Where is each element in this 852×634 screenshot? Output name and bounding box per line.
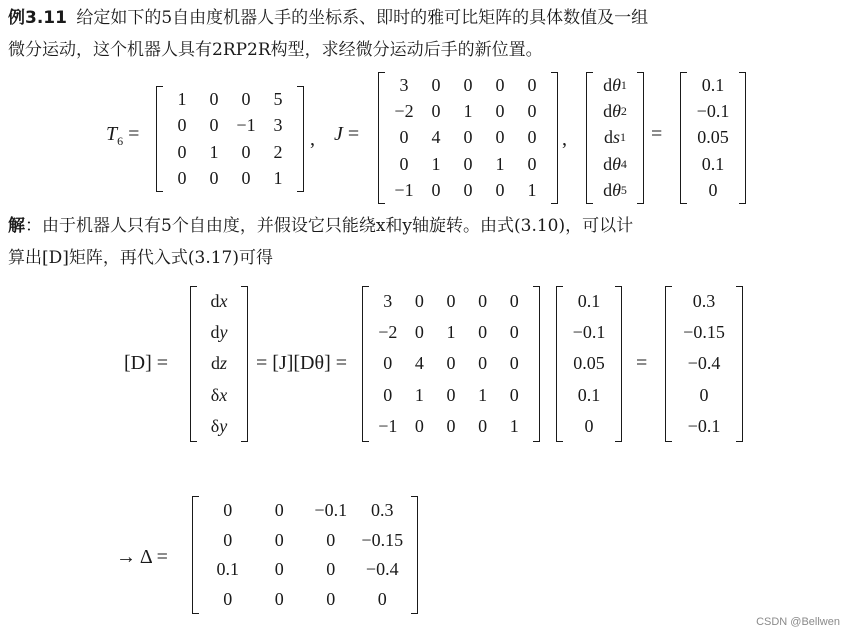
- matrix-cell: 4: [431, 127, 441, 148]
- matrix-cell: d s 1: [603, 127, 626, 148]
- matrix-cell: 0: [495, 74, 505, 95]
- matrix-cell: −0.1: [696, 101, 730, 122]
- matrix-cell: 0: [708, 180, 718, 201]
- matrix-cell: 3: [383, 291, 393, 312]
- matrix-cell: 0: [274, 588, 284, 609]
- problem-text: [8, 2, 648, 66]
- matrix-cell: 1: [509, 415, 519, 436]
- matrix-cell: 0: [463, 153, 473, 174]
- right-bracket: [411, 496, 418, 614]
- matrix-cell: 1: [527, 180, 537, 201]
- matrix-cell: d θ 5: [603, 180, 627, 201]
- matrix-cell: 0.1: [577, 291, 601, 312]
- dtheta-values-vector: [680, 72, 746, 204]
- delta-lhs: → Δ =: [116, 546, 168, 568]
- matrix-cell: 0: [274, 559, 284, 580]
- matrix-cell: 1: [478, 384, 488, 405]
- matrix-cell: 0: [274, 529, 284, 550]
- matrix-cell: 0: [399, 127, 409, 148]
- matrix-cell: 0: [699, 384, 709, 405]
- jacobian-matrix-2: [362, 286, 540, 442]
- matrix-cell: 5: [273, 88, 283, 109]
- t6-label: $T_6$ =: [106, 123, 140, 148]
- matrix-cell: 0: [177, 168, 187, 189]
- matrix-cell: 0: [274, 500, 284, 521]
- matrix-cell: 0: [527, 127, 537, 148]
- matrix-cell: 2: [273, 141, 283, 162]
- matrix-cell: d z: [210, 353, 227, 374]
- matrix-cell: 0: [446, 291, 456, 312]
- matrix-cell: 0.05: [573, 353, 605, 374]
- matrix-cell: 0: [509, 322, 519, 343]
- matrix-cell: −0.1: [572, 322, 606, 343]
- matrix-cell: 0: [209, 115, 219, 136]
- matrix-cell: −1: [394, 180, 414, 201]
- matrix-grid: [673, 286, 735, 442]
- left-bracket: [190, 286, 197, 442]
- matrix-grid: [564, 286, 614, 442]
- matrix-cell: 0: [527, 153, 537, 174]
- matrix-cell: 0: [241, 168, 251, 189]
- matrix-cell: d θ 2: [603, 101, 627, 122]
- matrix-grid: [688, 72, 738, 204]
- matrix-cell: 0: [326, 559, 336, 580]
- matrix-cell: 0: [584, 415, 594, 436]
- right-bracket: [533, 286, 540, 442]
- left-bracket: [680, 72, 687, 204]
- t6-subscript: 6: [117, 134, 124, 148]
- matrix-cell: 0.3: [692, 291, 716, 312]
- matrix-cell: 0: [177, 141, 187, 162]
- matrix-cell: 0: [446, 415, 456, 436]
- matrix-cell: d x: [210, 291, 228, 312]
- right-bracket: [551, 72, 558, 204]
- matrix-cell: 0.1: [216, 559, 239, 580]
- matrix-cell: −0.15: [361, 529, 404, 550]
- right-bracket: [297, 86, 304, 192]
- t6-symbol: T: [106, 123, 118, 145]
- dtheta-vector: [586, 72, 644, 204]
- matrix-cell: 0: [223, 529, 233, 550]
- solution-line-1: ：由于机器人只有5个自由度，并假设它只能绕x和y轴旋转。由式(3.10)，可以计: [25, 216, 634, 236]
- matrix-cell: 1: [273, 168, 283, 189]
- matrix-cell: 0: [431, 180, 441, 201]
- matrix-cell: 0: [446, 384, 456, 405]
- matrix-cell: d θ 4: [603, 153, 627, 174]
- matrix-cell: 0.1: [701, 74, 725, 95]
- matrix-cell: 0: [223, 588, 233, 609]
- matrix-cell: 1: [431, 153, 441, 174]
- matrix-cell: 0: [241, 88, 251, 109]
- right-bracket: [241, 286, 248, 442]
- left-bracket: [586, 72, 593, 204]
- matrix-grid: [202, 496, 408, 614]
- right-bracket: [739, 72, 746, 204]
- matrix-cell: 0: [431, 101, 441, 122]
- matrix-cell: −2: [378, 322, 398, 343]
- matrix-cell: −0.1: [314, 500, 348, 521]
- matrix-grid: [594, 72, 636, 204]
- dtheta-values-vector-2: [556, 286, 622, 442]
- left-bracket: [192, 496, 199, 614]
- matrix-cell: d y: [210, 322, 228, 343]
- d-vector: [190, 286, 248, 442]
- matrix-cell: 0.05: [697, 127, 729, 148]
- matrix-cell: 0: [478, 322, 488, 343]
- matrix-cell: 0: [463, 127, 473, 148]
- matrix-cell: 0: [527, 101, 537, 122]
- comma-1: ,: [310, 128, 315, 150]
- matrix-cell: 0: [223, 500, 233, 521]
- matrix-cell: δ y: [210, 415, 228, 436]
- matrix-cell: 0.1: [577, 384, 601, 405]
- matrix-cell: 0: [495, 101, 505, 122]
- matrix-cell: 0: [509, 384, 519, 405]
- equals-1: =: [651, 123, 663, 145]
- matrix-cell: 4: [414, 353, 424, 374]
- matrix-cell: 0: [495, 180, 505, 201]
- watermark: CSDN @Bellwen: [756, 616, 840, 628]
- matrix-cell: 0: [414, 415, 424, 436]
- equals-2: =: [636, 352, 648, 374]
- matrix-cell: 1: [446, 322, 456, 343]
- matrix-cell: 0: [241, 141, 251, 162]
- j-symbol: J: [334, 123, 343, 145]
- d-lhs: [D] =: [124, 352, 169, 374]
- matrix-cell: 0: [509, 353, 519, 374]
- left-bracket: [362, 286, 369, 442]
- example-label: 例3.11: [8, 8, 67, 28]
- matrix-cell: 0: [478, 291, 488, 312]
- matrix-cell: 0.3: [371, 500, 394, 521]
- matrix-cell: 0: [446, 353, 456, 374]
- problem-line-2: 微分运动，这个机器人具有2RP2R构型，求经微分运动后手的新位置。: [8, 40, 543, 60]
- matrix-cell: −0.4: [365, 559, 399, 580]
- matrix-cell: 0: [326, 529, 336, 550]
- matrix-cell: 3: [399, 74, 409, 95]
- solution-label: 解: [8, 216, 25, 236]
- left-bracket: [665, 286, 672, 442]
- matrix-cell: 0: [527, 74, 537, 95]
- matrix-cell: −1: [236, 115, 256, 136]
- matrix-cell: 0: [383, 384, 393, 405]
- matrix-grid: [372, 286, 530, 442]
- matrix-cell: 0: [478, 415, 488, 436]
- t6-matrix: [156, 86, 304, 192]
- matrix-cell: 3: [273, 115, 283, 136]
- jacobian-matrix: [378, 72, 558, 204]
- matrix-cell: 1: [414, 384, 424, 405]
- matrix-cell: 0: [414, 291, 424, 312]
- j-dtheta-expr: = [J][Dθ] =: [256, 352, 348, 374]
- right-bracket: [615, 286, 622, 442]
- matrix-cell: 1: [177, 88, 187, 109]
- matrix-cell: 0: [463, 74, 473, 95]
- matrix-cell: 0: [209, 168, 219, 189]
- solution-text: [8, 210, 633, 274]
- matrix-cell: 0: [431, 74, 441, 95]
- result-vector: [665, 286, 743, 442]
- delta-matrix: [192, 496, 418, 614]
- problem-line-1: 给定如下的5自由度机器人手的坐标系、即时的雅可比矩阵的具体数值及一组: [76, 8, 649, 28]
- matrix-cell: 0: [463, 180, 473, 201]
- matrix-cell: 0: [177, 115, 187, 136]
- matrix-cell: 0: [414, 322, 424, 343]
- matrix-cell: 0: [399, 153, 409, 174]
- matrix-cell: 0: [509, 291, 519, 312]
- matrix-cell: 0: [209, 88, 219, 109]
- comma-2: ,: [562, 128, 567, 150]
- left-bracket: [156, 86, 163, 192]
- matrix-cell: −2: [394, 101, 414, 122]
- left-bracket: [556, 286, 563, 442]
- solution-line-2: 算出[D]矩阵，再代入式(3.17)可得: [8, 248, 274, 268]
- matrix-cell: −0.4: [687, 353, 721, 374]
- matrix-cell: 0: [383, 353, 393, 374]
- matrix-cell: d θ 1: [603, 74, 627, 95]
- matrix-grid: [198, 286, 240, 442]
- matrix-cell: −1: [378, 415, 398, 436]
- matrix-cell: 1: [463, 101, 473, 122]
- matrix-cell: δ x: [210, 384, 228, 405]
- left-bracket: [378, 72, 385, 204]
- matrix-cell: 0: [326, 588, 336, 609]
- matrix-grid: [166, 86, 294, 192]
- matrix-cell: 0: [377, 588, 387, 609]
- matrix-cell: −0.1: [687, 415, 721, 436]
- right-bracket: [736, 286, 743, 442]
- j-label: J =: [334, 123, 360, 145]
- matrix-cell: −0.15: [683, 322, 725, 343]
- matrix-grid: [388, 72, 548, 204]
- right-bracket: [637, 72, 644, 204]
- matrix-cell: 0: [495, 127, 505, 148]
- matrix-cell: 0.1: [701, 153, 725, 174]
- matrix-cell: 1: [209, 141, 219, 162]
- matrix-cell: 1: [495, 153, 505, 174]
- matrix-cell: 0: [478, 353, 488, 374]
